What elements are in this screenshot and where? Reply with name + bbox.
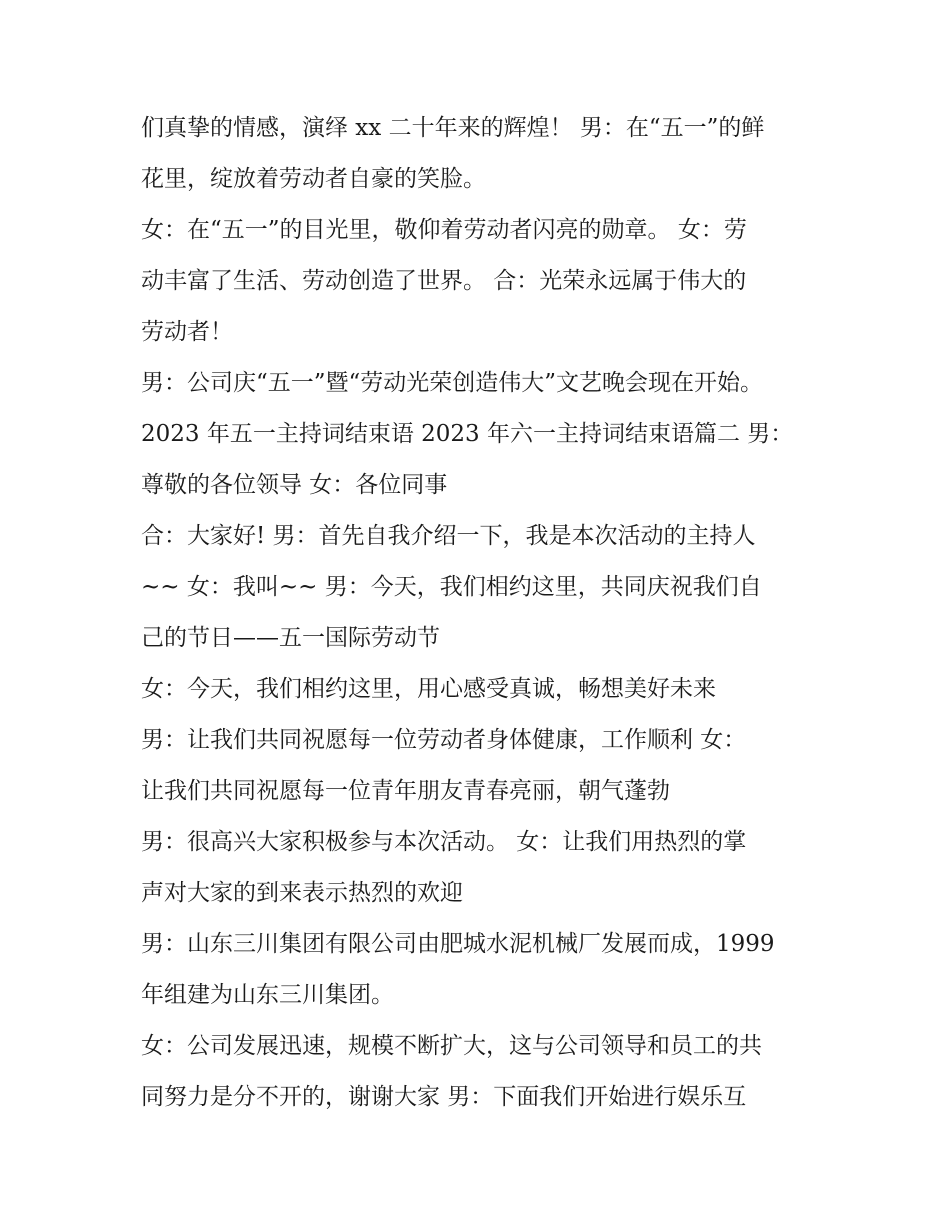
text-line: 让我们共同祝愿每一位青年朋友青春亮丽，朝气蓬勃 xyxy=(141,778,670,804)
text-line: 花里，绽放着劳动者自豪的笑脸。 xyxy=(141,166,486,192)
text-line: 尊敬的各位领导 女：各位同事 xyxy=(141,472,448,498)
text-line: 男：公司庆“五一”暨“劳动光荣创造伟大”文艺晚会现在开始。 xyxy=(141,370,764,396)
text-line: 己的节日——五一国际劳动节 xyxy=(141,625,440,651)
text-line: 声对大家的到来表示热烈的欢迎 xyxy=(141,880,463,906)
text-line: 2023 年五一主持词结束语 2023 年六一主持词结束语篇二 男： xyxy=(141,421,794,447)
text-line: 男：山东三川集团有限公司由肥城水泥机械厂发展而成，1999 xyxy=(141,931,775,957)
text-line: 年组建为山东三川集团。 xyxy=(141,982,394,1008)
text-line: 男：很高兴大家积极参与本次活动。 女：让我们用热烈的掌 xyxy=(141,829,747,855)
text-line: 男：让我们共同祝愿每一位劳动者身体健康，工作顺利 女： xyxy=(141,727,747,753)
text-line: 动丰富了生活、劳动创造了世界。 合：光荣永远属于伟大的 xyxy=(141,268,747,294)
text-line: 们真挚的情感，演绎 xx 二十年来的辉煌！ 男：在“五一”的鲜 xyxy=(141,115,765,141)
text-line: 同努力是分不开的，谢谢大家 男：下面我们开始进行娱乐互 xyxy=(141,1084,747,1110)
text-line: 女：在“五一”的目光里，敬仰着劳动者闪亮的勋章。 女：劳 xyxy=(141,217,747,243)
text-line: 合：大家好! 男：首先自我介绍一下，我是本次活动的主持人 xyxy=(141,523,756,549)
text-line: 女：今天，我们相约这里，用心感受真诚，畅想美好未来 xyxy=(141,676,716,702)
text-line: ~~ 女：我叫~~ 男：今天，我们相约这里，共同庆祝我们自 xyxy=(141,574,762,600)
text-line: 女：公司发展迅速，规模不断扩大，这与公司领导和员工的共 xyxy=(141,1033,762,1059)
text-line: 劳动者！ xyxy=(141,319,233,345)
document-body xyxy=(141,103,831,1123)
